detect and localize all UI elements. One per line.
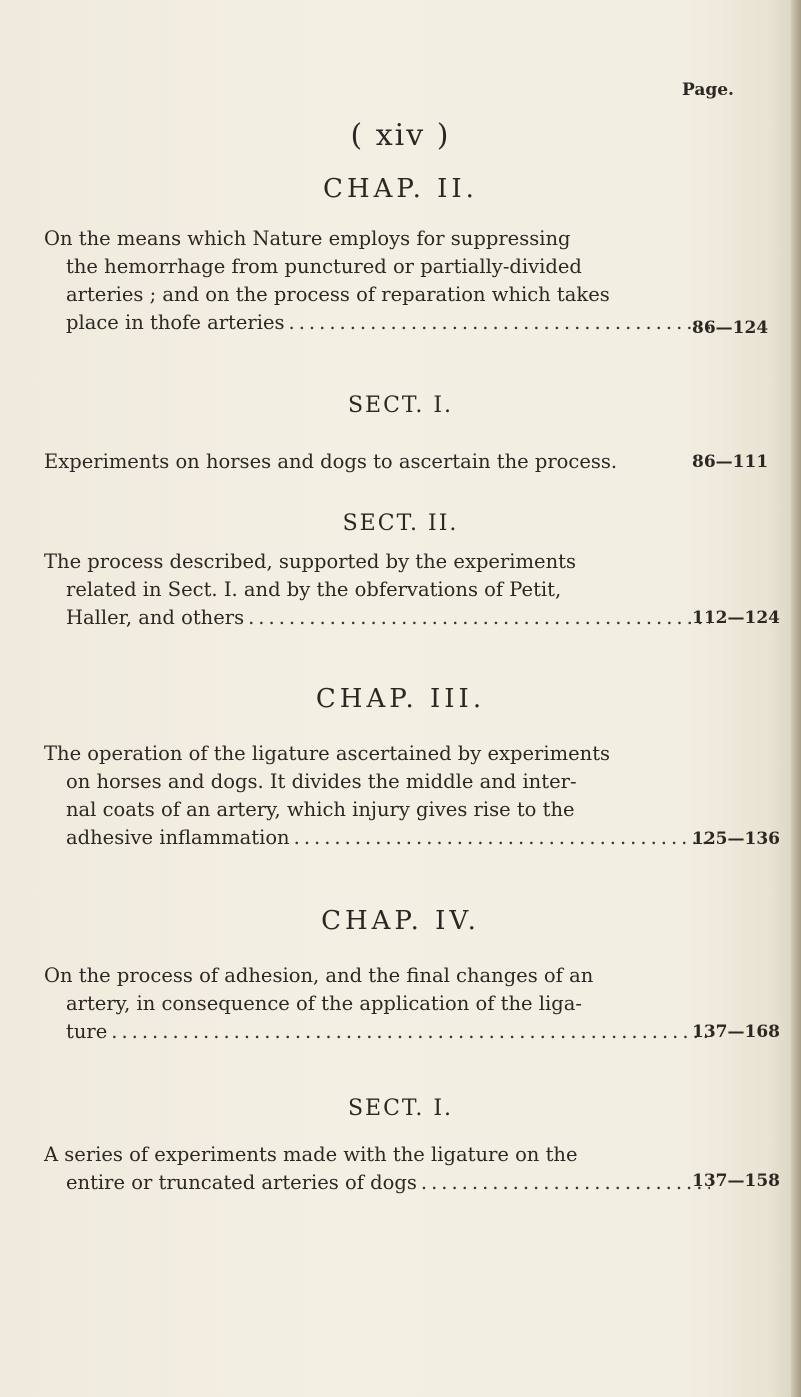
entry-line: ture bbox=[66, 1020, 108, 1043]
page-range: 86—124 bbox=[692, 318, 769, 338]
chapter-heading: CHAP. III. bbox=[315, 684, 486, 714]
entry-line: The process described, supported by the experiments bbox=[44, 550, 576, 573]
entry-line: entire or truncated arteries of dogs bbox=[66, 1171, 417, 1194]
entry-last-line bbox=[44, 824, 714, 852]
entry-line: On the process of adhesion, and the final changes of an bbox=[44, 964, 594, 987]
chapter-heading: CHAP. IV. bbox=[321, 906, 480, 936]
entry-line: on horses and dogs. It divides the middle and inter- bbox=[66, 770, 577, 793]
entry-line: The operation of the ligature ascertained by experiments bbox=[44, 742, 611, 765]
toc-entry bbox=[44, 740, 714, 852]
toc-entry bbox=[44, 225, 714, 337]
page-range: 86—111 bbox=[692, 452, 769, 472]
entry-last-line bbox=[44, 309, 714, 337]
entry-line: the hemorrhage from punctured or partially-divided bbox=[66, 255, 582, 278]
entry-line: adhesive inflammation bbox=[66, 826, 290, 849]
entry-line: arteries ; and on the process of reparation which takes bbox=[66, 283, 610, 306]
entry-last-line bbox=[44, 1169, 714, 1197]
toc-entry bbox=[44, 962, 714, 1046]
entry-line: nal coats of an artery, which injury gives rise to the bbox=[66, 798, 575, 821]
entry-last-line bbox=[44, 604, 714, 632]
section-heading: SECT. I. bbox=[347, 393, 454, 418]
entry-line: place in thofe arteries bbox=[66, 311, 285, 334]
toc-entry bbox=[44, 448, 714, 476]
entry-line: related in Sect. I. and by the obfervations of Petit, bbox=[66, 578, 562, 601]
page-column-label: Page. bbox=[682, 80, 734, 100]
toc-entry bbox=[44, 548, 714, 632]
entry-line: Experiments on horses and dogs to ascertain the process. bbox=[44, 450, 618, 473]
page-number: ( xiv ) bbox=[350, 118, 451, 153]
dot-leaders bbox=[294, 824, 710, 852]
entry-line: artery, in consequence of the application of the liga- bbox=[66, 992, 582, 1015]
entry-last-line bbox=[44, 1018, 714, 1046]
entry-line: A series of experiments made with the ligature on the bbox=[44, 1143, 578, 1166]
section-heading: SECT. I. bbox=[347, 1096, 454, 1121]
page-range: 137—158 bbox=[692, 1171, 780, 1191]
chapter-heading: CHAP. II. bbox=[323, 174, 478, 204]
page-range: 112—124 bbox=[692, 608, 780, 628]
page-range: 137—168 bbox=[692, 1022, 780, 1042]
dot-leaders bbox=[111, 1018, 710, 1046]
entry-line: Haller, and others bbox=[66, 606, 245, 629]
dot-leaders bbox=[248, 604, 710, 632]
dot-leaders bbox=[421, 1169, 710, 1197]
section-heading: SECT. II. bbox=[342, 511, 459, 536]
page-range: 125—136 bbox=[692, 829, 780, 849]
entry-line: On the means which Nature employs for suppressing bbox=[44, 227, 571, 250]
dot-leaders bbox=[289, 309, 710, 337]
toc-entry bbox=[44, 1141, 714, 1197]
